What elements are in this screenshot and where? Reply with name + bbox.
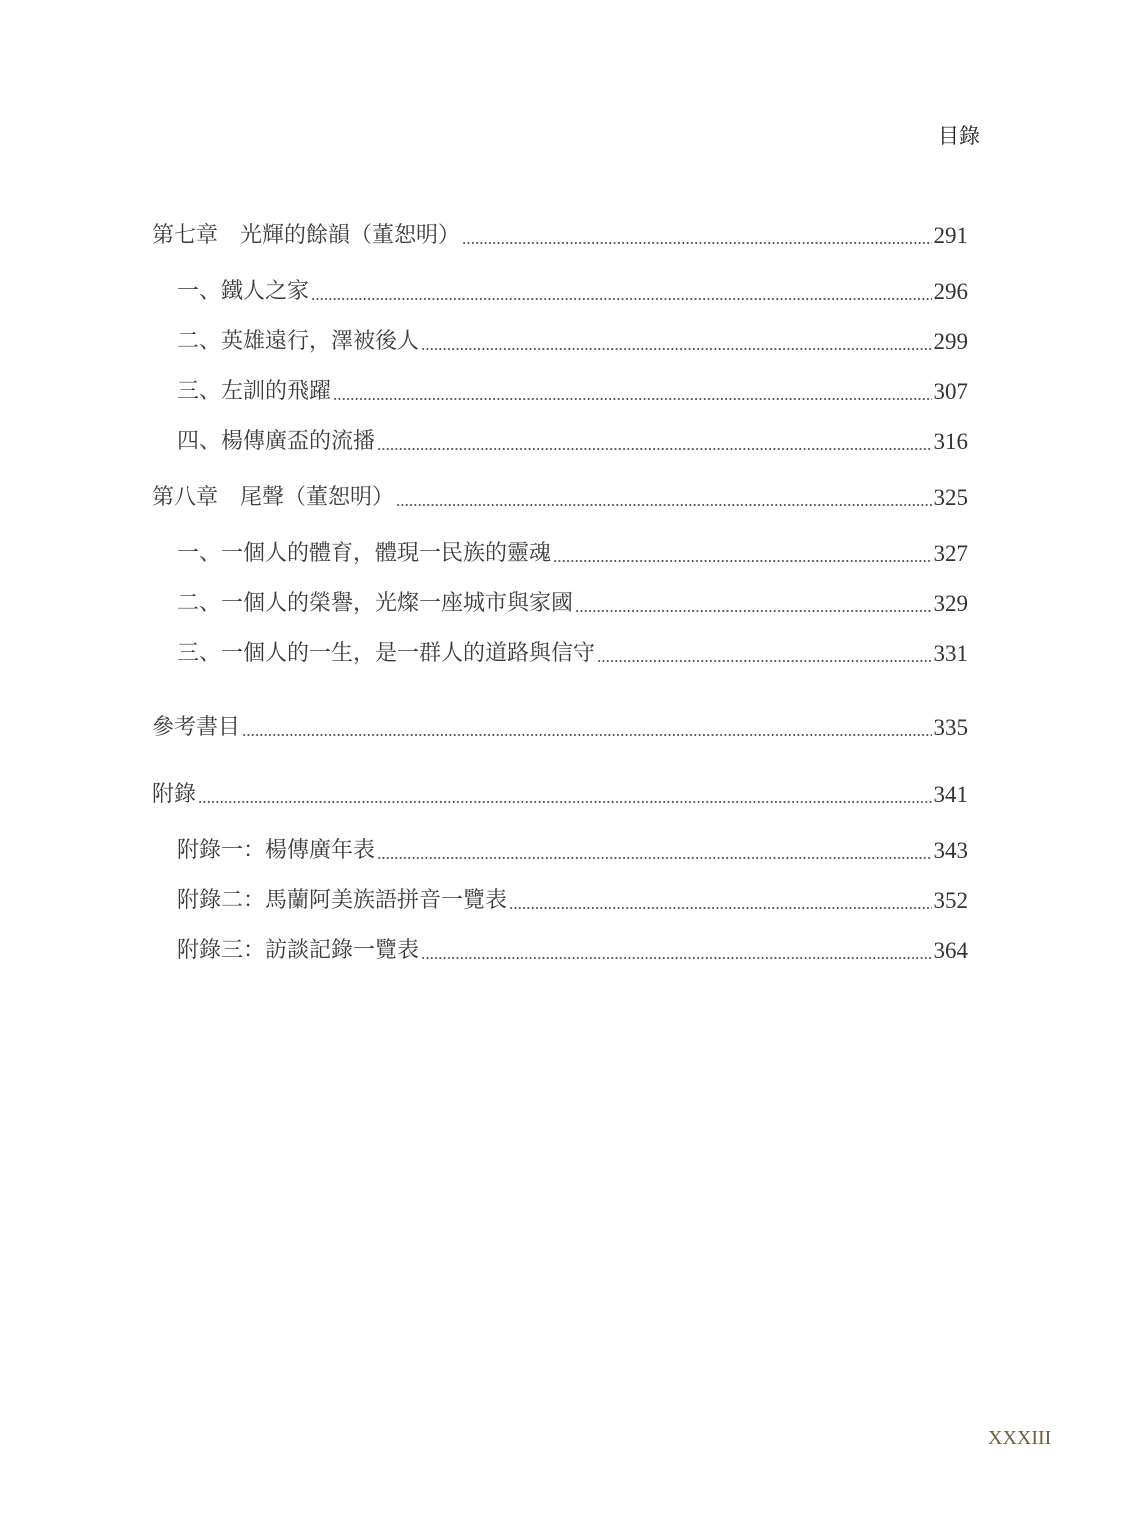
toc-entry-page: 335 xyxy=(933,715,968,740)
toc-entry-section[interactable] xyxy=(177,834,968,868)
toc-entry-section[interactable] xyxy=(177,325,968,359)
toc-entry-page: 343 xyxy=(933,838,968,863)
toc-entry-page: 291 xyxy=(933,223,968,248)
toc-entry-bibliography[interactable] xyxy=(152,711,968,745)
toc-entry-page: 307 xyxy=(933,379,968,404)
toc-entry-title: 一、一個人的體育，體現一民族的靈魂 xyxy=(177,541,552,566)
toc-entry-title: 第七章 光輝的餘韻（董恕明） xyxy=(152,223,461,248)
toc-entry-appendix[interactable] xyxy=(152,778,968,812)
dot-leader xyxy=(198,801,931,803)
toc-entry-title: 參考書目 xyxy=(152,715,241,740)
dot-leader xyxy=(333,398,931,400)
toc-entry-page: 327 xyxy=(933,541,968,566)
toc-entry-page: 299 xyxy=(933,329,968,354)
toc-entry-page: 316 xyxy=(933,429,968,454)
dot-leader xyxy=(242,734,931,736)
toc-entry-title: 四、楊傳廣盃的流播 xyxy=(177,429,376,454)
toc-entry-page: 331 xyxy=(933,641,968,666)
toc-entry-title: 附錄一：楊傳廣年表 xyxy=(177,838,376,863)
toc-entry-page: 341 xyxy=(933,782,968,807)
dot-leader xyxy=(396,504,931,506)
dot-leader xyxy=(553,560,931,562)
toc-entry-section[interactable] xyxy=(177,375,968,409)
toc-entry-page: 325 xyxy=(933,485,968,510)
dot-leader xyxy=(421,348,931,350)
toc-entry-section[interactable] xyxy=(177,884,968,918)
running-header: 目錄 xyxy=(938,124,980,148)
toc-entry-section[interactable] xyxy=(177,587,968,621)
page-number: XXXIII xyxy=(988,1427,1052,1449)
toc-entry-title: 三、一個人的一生，是一群人的道路與信守 xyxy=(177,641,596,666)
toc-entry-section[interactable] xyxy=(177,425,968,459)
toc-entry-title: 第八章 尾聲（董恕明） xyxy=(152,485,395,510)
dot-leader xyxy=(597,660,931,662)
toc-entry-title: 二、一個人的榮譽，光燦一座城市與家國 xyxy=(177,591,574,616)
toc-entry-page: 352 xyxy=(933,888,968,913)
toc-entry-title: 二、英雄遠行，澤被後人 xyxy=(177,329,420,354)
toc-entry-section[interactable] xyxy=(177,537,968,571)
toc-entry-title: 附錄二：馬蘭阿美族語拼音一覽表 xyxy=(177,888,508,913)
toc-entry-section[interactable] xyxy=(177,934,968,968)
toc-entry-section[interactable] xyxy=(177,637,968,671)
dot-leader xyxy=(421,957,931,959)
dot-leader xyxy=(575,610,931,612)
dot-leader xyxy=(311,298,931,300)
toc-entry-chapter[interactable] xyxy=(152,481,968,515)
dot-leader xyxy=(377,857,931,859)
toc-entry-page: 329 xyxy=(933,591,968,616)
toc-entry-title: 三、左訓的飛躍 xyxy=(177,379,332,404)
toc-entry-page: 364 xyxy=(933,938,968,963)
dot-leader xyxy=(377,448,931,450)
toc-entry-title: 一、鐵人之家 xyxy=(177,279,310,304)
toc-entry-title: 附錄三：訪談記錄一覽表 xyxy=(177,938,420,963)
dot-leader xyxy=(509,907,931,909)
toc-entry-chapter[interactable] xyxy=(152,219,968,253)
toc-entry-page: 296 xyxy=(933,279,968,304)
dot-leader xyxy=(462,242,931,244)
toc-entry-title: 附錄 xyxy=(152,782,197,807)
toc-entry-section[interactable] xyxy=(177,275,968,309)
